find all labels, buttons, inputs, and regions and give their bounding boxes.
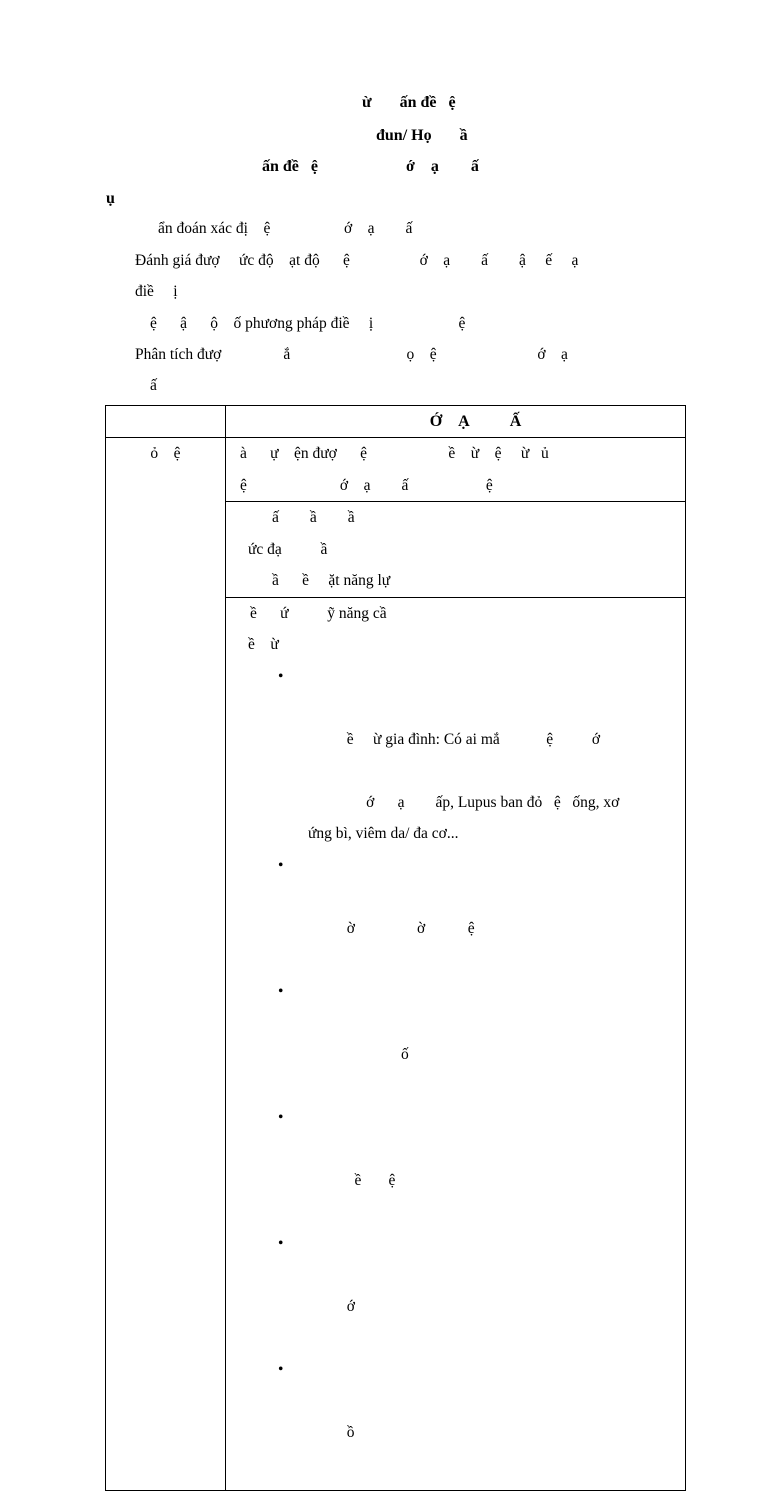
bullet-icon: • xyxy=(278,1360,284,1378)
list-item xyxy=(226,850,685,976)
list-item-text: ồ xyxy=(346,1423,355,1441)
table-header-empty-cell xyxy=(106,406,226,438)
document-title-line-3: ấn đề ệ ớ ạ ấ xyxy=(262,158,479,175)
bullet-icon: • xyxy=(278,856,284,874)
table-header-cell: Ớ Ạ Ấ xyxy=(226,406,686,438)
cell-1-line-2: ệ ớ ạ ấ ệ xyxy=(240,476,493,494)
bullet-icon: • xyxy=(278,982,284,1000)
objective-4: Phân tích đượ ắ ọ ệ ớ ạ xyxy=(135,346,568,363)
objective-3: ệ ậ ộ ố phương pháp điề ị ệ xyxy=(150,315,466,332)
cell-3-line-2: ề ừ xyxy=(248,636,279,653)
list-item-text: ố xyxy=(346,1045,409,1063)
list-item-continuation: ứng bì, viêm da/ đa cơ... xyxy=(308,825,459,842)
document-title-line-1: ừ ấn đề ệ xyxy=(362,94,456,111)
table-cell-2 xyxy=(226,502,686,598)
objectives-heading: ụ xyxy=(106,190,115,207)
bullet-icon: • xyxy=(278,1108,284,1126)
list-item-text: ề ừ gia đình: Có ai mắ ệ ớ xyxy=(346,730,601,748)
objective-1: ẩn đoán xác đị ệ ớ ạ ấ xyxy=(158,220,413,237)
lesson-table xyxy=(105,405,686,1491)
list-item xyxy=(226,661,685,787)
list-item-continuation: ớ ạ ấp, Lupus ban đỏ ệ ống, xơ xyxy=(308,793,620,811)
list-item-text: ớ xyxy=(346,1297,355,1315)
cell-2-line-1: ấ ầ ầ xyxy=(272,509,355,526)
objective-2: Đánh giá đượ ức độ ạt độ ệ ớ ạ ấ ậ ế ạ xyxy=(135,252,579,269)
objective-4-continued: ấ xyxy=(150,377,157,394)
table-cell-3 xyxy=(226,597,686,1490)
list-item xyxy=(226,1354,685,1480)
cell-2-line-2: ức đạ ầ xyxy=(248,540,328,558)
cell-1-line-1: à ự ện đượ ệ ề ừ ệ ừ ủ xyxy=(240,445,549,462)
list-item xyxy=(226,1228,685,1354)
table-header-row xyxy=(106,406,686,438)
bullet-icon: • xyxy=(278,1234,284,1252)
cell-3-line-1: ề ứ ỹ năng cầ xyxy=(250,604,387,622)
document-title-line-2: đun/ Họ ầ xyxy=(376,127,468,144)
list-item xyxy=(226,976,685,1102)
objective-2-continued: điề ị xyxy=(135,283,178,300)
table-left-label: ỏ ệ xyxy=(106,438,226,1491)
bullet-icon: • xyxy=(278,667,284,685)
table-cell-1 xyxy=(226,438,686,502)
list-item-text: ề ệ xyxy=(346,1171,396,1189)
list-item-text: ờ ờ ệ xyxy=(346,919,475,937)
table-row xyxy=(106,438,686,502)
list-item xyxy=(226,1102,685,1228)
cell-2-line-3: ầ ề ặt năng lự xyxy=(272,572,391,589)
